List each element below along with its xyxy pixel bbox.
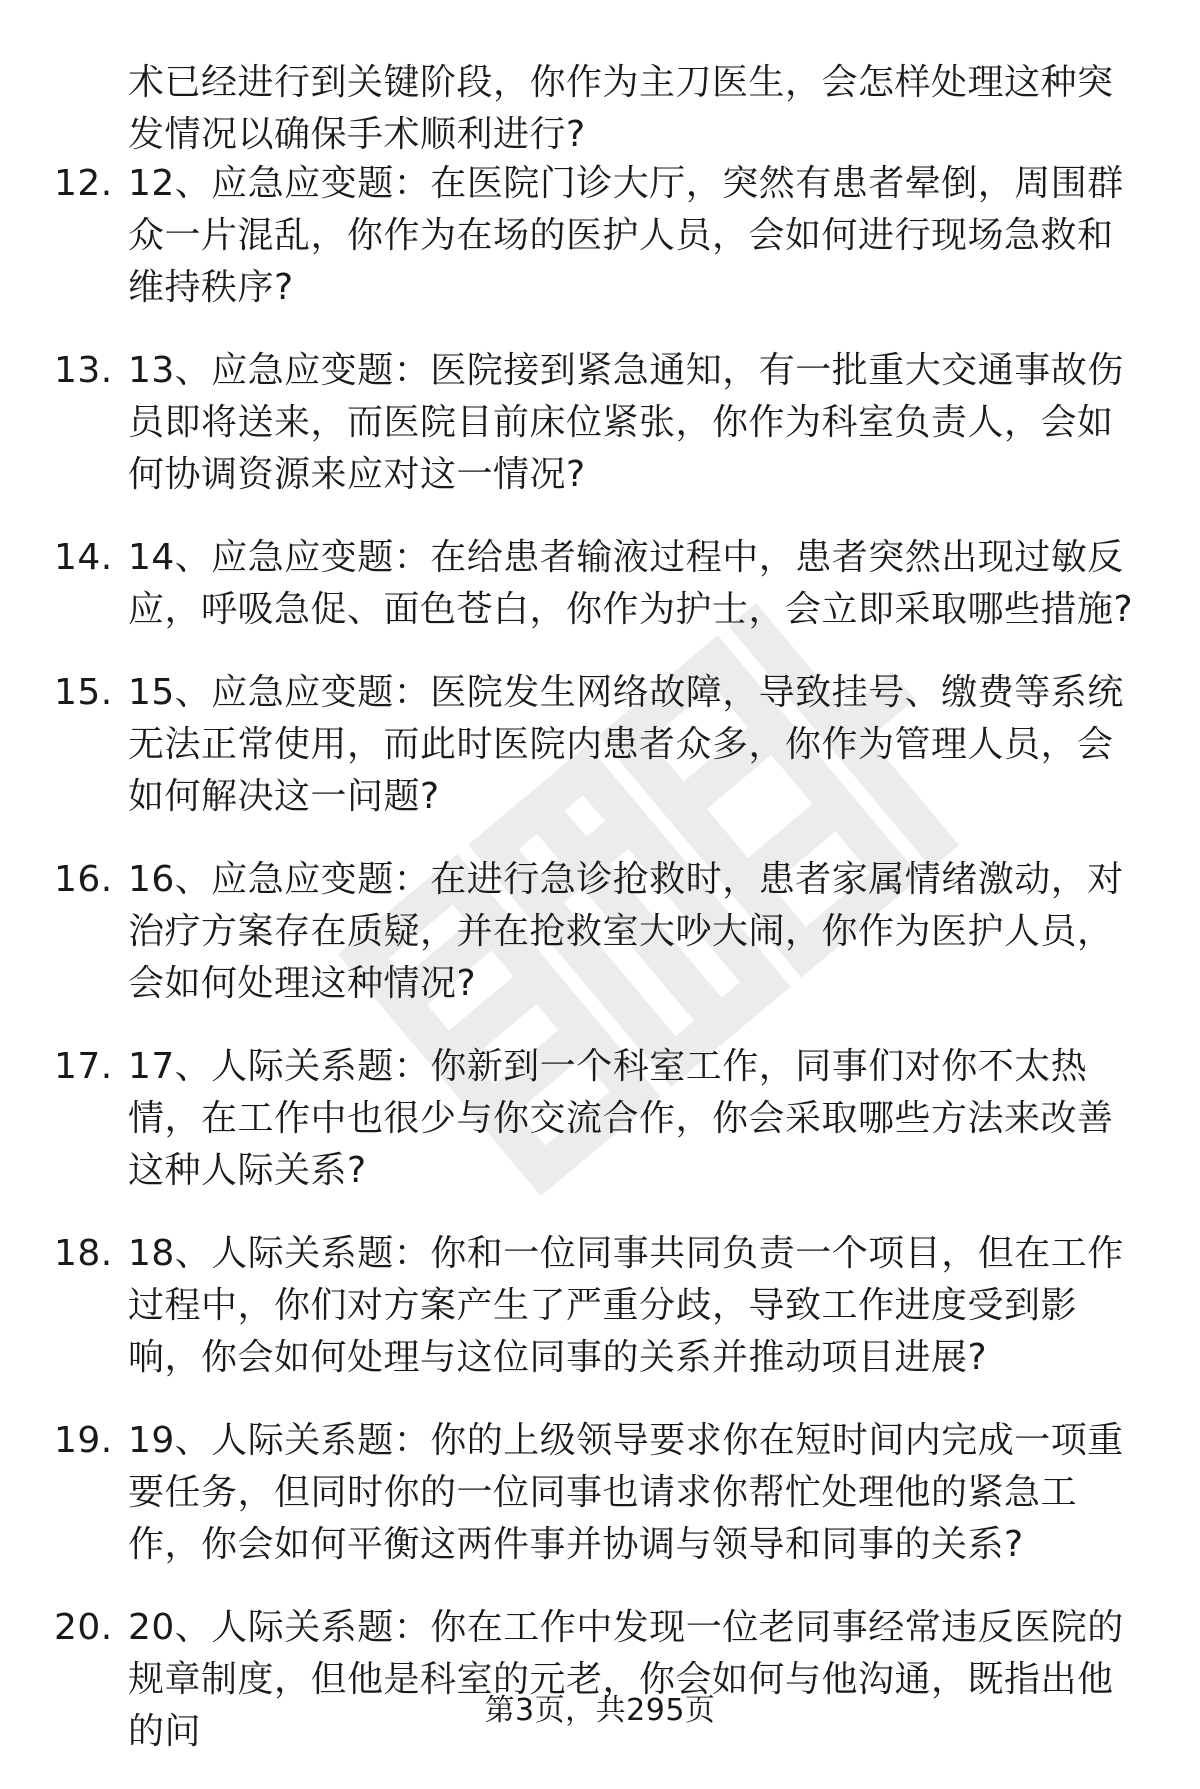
item-number: 18.	[54, 1233, 113, 1274]
item-text: 19、人际关系题：你的上级领导要求你在短时间内完成一项重要任务，但同时你的一位同事也请求你帮忙处理他的紧急工作，你会如何平衡这两件事并协调与领导和同事的关系?	[128, 1420, 1124, 1565]
item-text: 16、应急应变题：在进行急诊抢救时，患者家属情绪激动，对治疗方案存在质疑，并在抢救室大吵大闹，你作为医护人员，会如何处理这种情况?	[128, 859, 1124, 1004]
item-text: 20、人际关系题：你在工作中发现一位老同事经常违反医院的规章制度，但他是科室的元老，你会如何与他沟通，既指出他的问	[128, 1607, 1124, 1752]
list-item	[0, 158, 1200, 314]
item-text: 18、人际关系题：你和一位同事共同负责一个项目，但在工作过程中，你们对方案产生了严重分歧，导致工作进度受到影响，你会如何处理与这位同事的关系并推动项目进展?	[128, 1233, 1124, 1378]
question-list	[0, 158, 1200, 1789]
list-item	[0, 532, 1200, 636]
item-number: 20.	[54, 1607, 113, 1648]
list-item	[0, 1415, 1200, 1571]
list-item	[0, 1602, 1200, 1758]
item-text: 17、人际关系题：你新到一个科室工作，同事们对你不太热情，在工作中也很少与你交流合作，你会采取哪些方法来改善这种人际关系?	[128, 1046, 1114, 1191]
item-text: 14、应急应变题：在给患者输液过程中，患者突然出现过敏反应，呼吸急促、面色苍白，你作为护士，会立即采取哪些措施?	[128, 537, 1134, 630]
page-footer: 第3页，共295页	[484, 1693, 716, 1728]
continuation-paragraph: 术已经进行到关键阶段，你作为主刀医生，会怎样处理这种突发情况以确保手术顺利进行?	[128, 62, 1114, 155]
list-item	[0, 854, 1200, 1010]
item-number: 17.	[54, 1046, 113, 1087]
item-number: 15.	[54, 672, 113, 713]
list-item	[0, 345, 1200, 501]
list-item	[0, 667, 1200, 823]
item-number: 13.	[54, 350, 113, 391]
list-item	[0, 1041, 1200, 1197]
item-text: 12、应急应变题：在医院门诊大厅，突然有患者晕倒，周围群众一片混乱，你作为在场的医护人员，会如何进行现场急救和维持秩序?	[128, 163, 1124, 308]
item-text: 13、应急应变题：医院接到紧急通知，有一批重大交通事故伤员即将送来，而医院目前床位紧张，你作为科室负责人，会如何协调资源来应对这一情况?	[128, 350, 1124, 495]
list-item	[0, 1228, 1200, 1384]
item-number: 19.	[54, 1420, 113, 1461]
item-text: 15、应急应变题：医院发生网络故障，导致挂号、缴费等系统无法正常使用，而此时医院内患者众多，你作为管理人员，会如何解决这一问题?	[128, 672, 1124, 817]
item-number: 16.	[54, 859, 113, 900]
item-number: 14.	[54, 537, 113, 578]
item-number: 12.	[54, 163, 113, 204]
